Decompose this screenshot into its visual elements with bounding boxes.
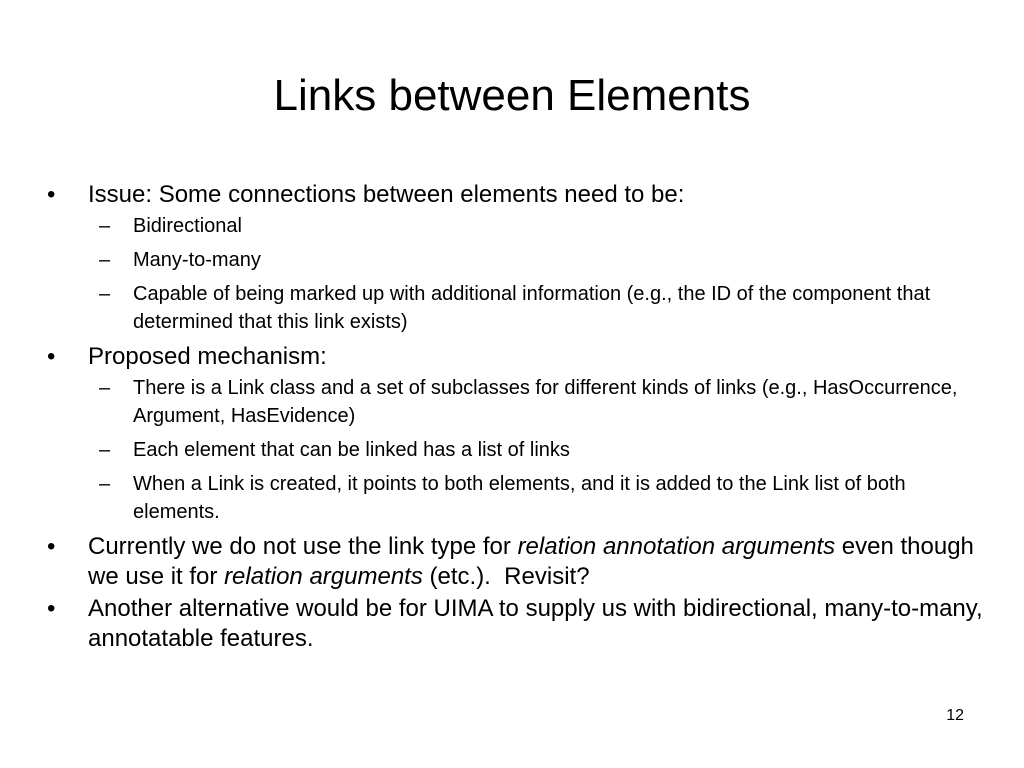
subitem-text: Bidirectional: [133, 215, 242, 237]
bullet-icon: •: [47, 181, 56, 208]
subitem-bidirectional: [44, 212, 994, 240]
bullet-item-proposed-mechanism: [44, 342, 994, 372]
text-run: even though we use it for: [88, 533, 974, 590]
bullet-text: Another alternative would be for UIMA to supply us with bidirectional, many-to-many, annotatable features.: [88, 595, 983, 652]
bullet-icon: •: [47, 343, 56, 370]
emphasis-relation-annotation-arguments: relation annotation arguments: [517, 533, 836, 560]
text-run: Currently we do not use the link type for: [88, 533, 518, 560]
dash-icon: –: [99, 249, 111, 271]
bullet-item-currently: [44, 532, 994, 592]
bullet-text: [88, 533, 974, 590]
bullet-item-issue: [44, 180, 994, 210]
subitem-link-class: [44, 374, 994, 430]
dash-icon: –: [99, 439, 111, 461]
subitem-text: Each element that can be linked has a list of links: [133, 439, 570, 461]
slide-title: Links between Elements: [273, 71, 751, 120]
page-number: 12: [946, 707, 964, 724]
subitem-text: When a Link is created, it points to both elements, and it is added to the Link list of both elements.: [133, 473, 906, 523]
text-run: (etc.). Revisit?: [422, 563, 590, 590]
bullet-icon: •: [47, 595, 56, 622]
emphasis-relation-arguments: relation arguments: [224, 563, 423, 590]
subitem-markup: [44, 280, 994, 336]
bullet-icon: •: [47, 533, 56, 560]
subitem-text: Capable of being marked up with additional information (e.g., the ID of the component that determined that this link exists): [133, 283, 931, 333]
subitem-text: There is a Link class and a set of subclasses for different kinds of links (e.g., HasOccurrence, Argument, HasEvidence): [133, 377, 958, 427]
dash-icon: –: [99, 377, 111, 399]
dash-icon: –: [99, 215, 111, 237]
dash-icon: –: [99, 473, 111, 495]
dash-icon: –: [99, 283, 111, 305]
subitem-text: Many-to-many: [133, 249, 261, 271]
bullet-text: Issue: Some connections between elements need to be:: [88, 181, 685, 208]
subitem-list-of-links: [44, 436, 994, 464]
slide-body: [44, 180, 994, 656]
bullet-text: Proposed mechanism:: [88, 343, 327, 370]
bullet-item-alternative: [44, 594, 994, 654]
subitem-link-created: [44, 470, 994, 526]
subitem-many-to-many: [44, 246, 994, 274]
